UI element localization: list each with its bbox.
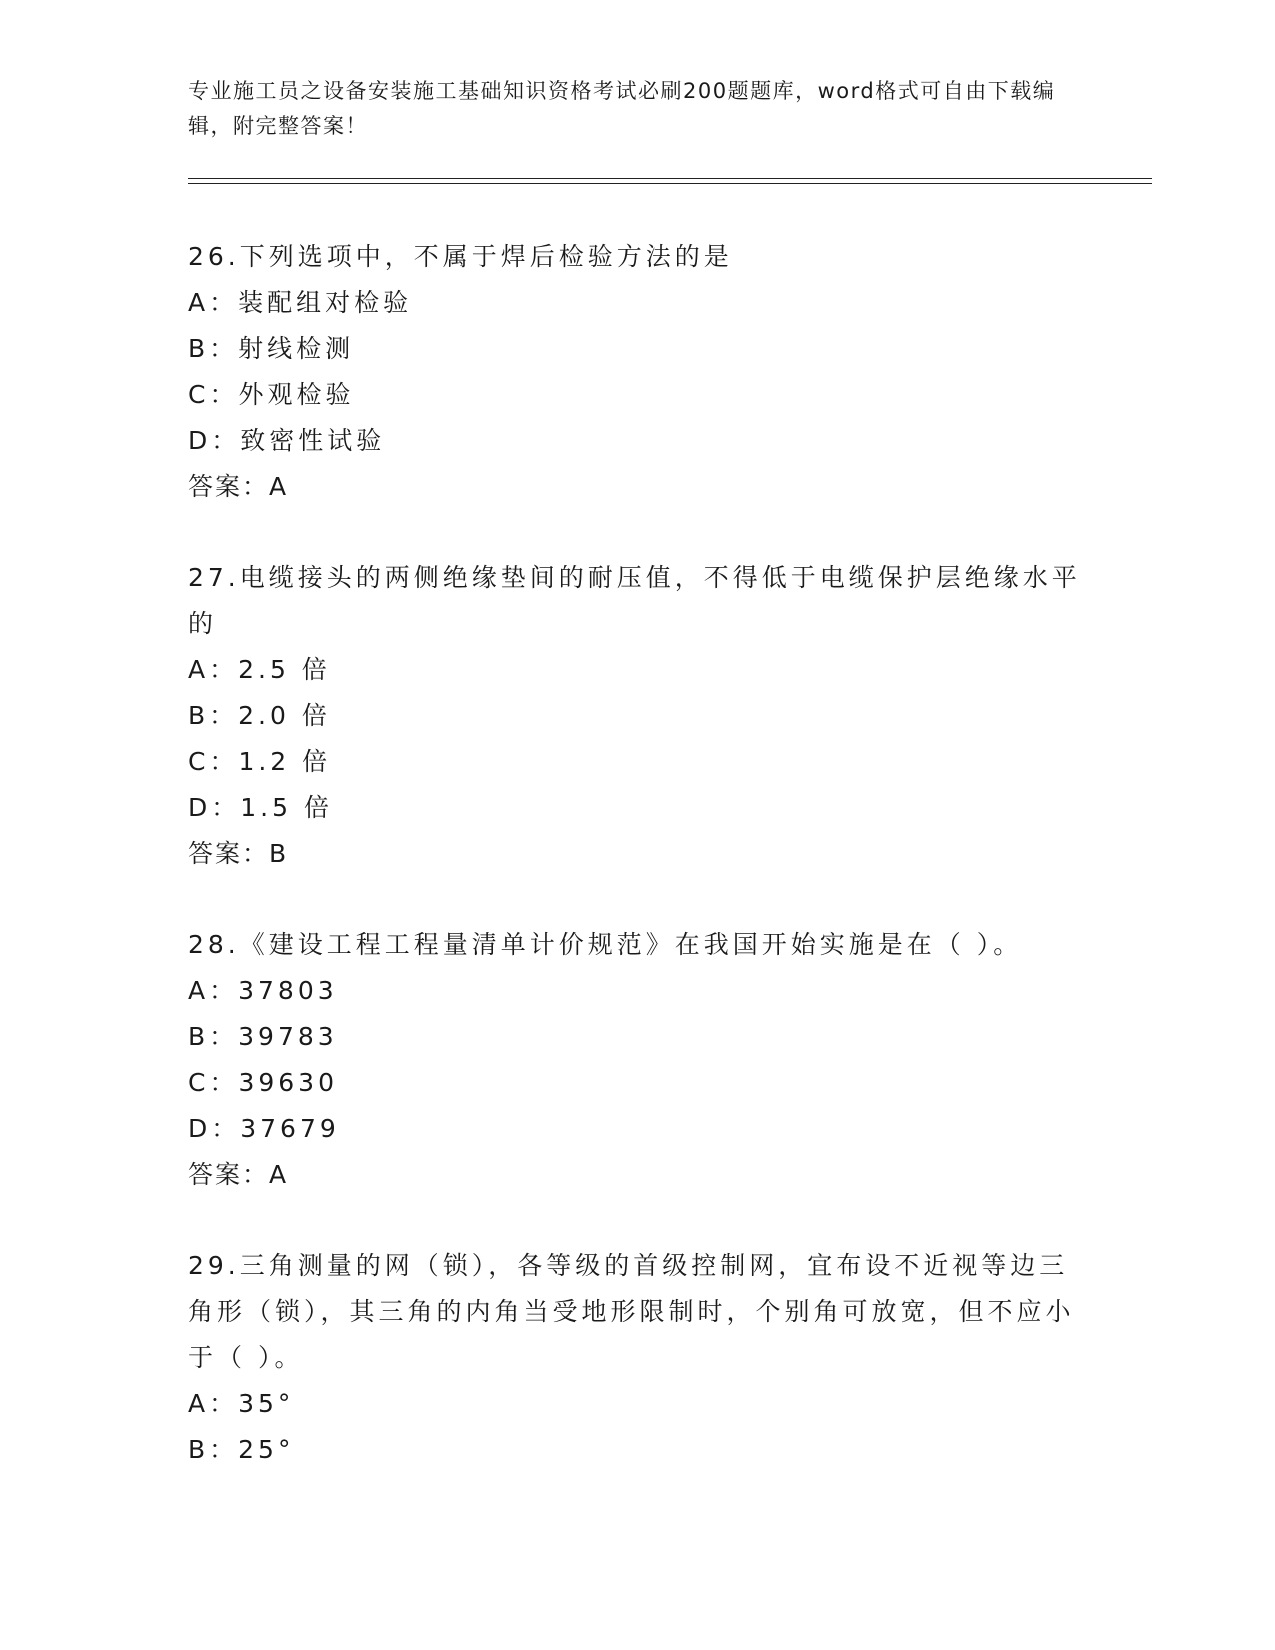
answer: 答案：A <box>188 472 289 501</box>
option-d: D：致密性试验 <box>188 426 386 455</box>
option-a: A：37803 <box>188 976 338 1005</box>
question-27 <box>188 555 1088 877</box>
option-b: B：39783 <box>188 1022 338 1051</box>
option-c: C：1.2 倍 <box>188 747 332 776</box>
option-c: C：39630 <box>188 1068 338 1097</box>
question-28 <box>188 922 1088 1198</box>
question-stem: 27.电缆接头的两侧绝缘垫间的耐压值，不得低于电缆保护层绝缘水平的 <box>188 563 1081 638</box>
option-b: B：25° <box>188 1435 295 1464</box>
document-header <box>188 74 1068 144</box>
question-29 <box>188 1243 1088 1473</box>
option-a: A：35° <box>188 1389 295 1418</box>
question-stem: 29.三角测量的网（锁），各等级的首级控制网，宜布设不近视等边三角形（锁），其三角的内角当受地形限制时，个别角可放宽，但不应小于（ ）。 <box>188 1251 1075 1372</box>
option-c: C：外观检验 <box>188 380 355 409</box>
header-divider-top <box>188 178 1152 179</box>
header-divider-bottom <box>188 183 1152 184</box>
question-stem: 28.《建设工程工程量清单计价规范》在我国开始实施是在（ ）。 <box>188 930 1023 959</box>
answer: 答案：B <box>188 839 289 868</box>
option-b: B：2.0 倍 <box>188 701 331 730</box>
option-a: A：2.5 倍 <box>188 655 331 684</box>
header-text: 专业施工员之设备安装施工基础知识资格考试必刷200题题库，word格式可自由下载编辑，附完整答案！ <box>188 79 1056 138</box>
answer: 答案：A <box>188 1160 289 1189</box>
option-b: B：射线检测 <box>188 334 355 363</box>
question-26 <box>188 234 1088 510</box>
option-d: D：1.5 倍 <box>188 793 333 822</box>
option-a: A：装配组对检验 <box>188 288 413 317</box>
question-stem: 26.下列选项中，不属于焊后检验方法的是 <box>188 242 733 271</box>
option-d: D：37679 <box>188 1114 340 1143</box>
